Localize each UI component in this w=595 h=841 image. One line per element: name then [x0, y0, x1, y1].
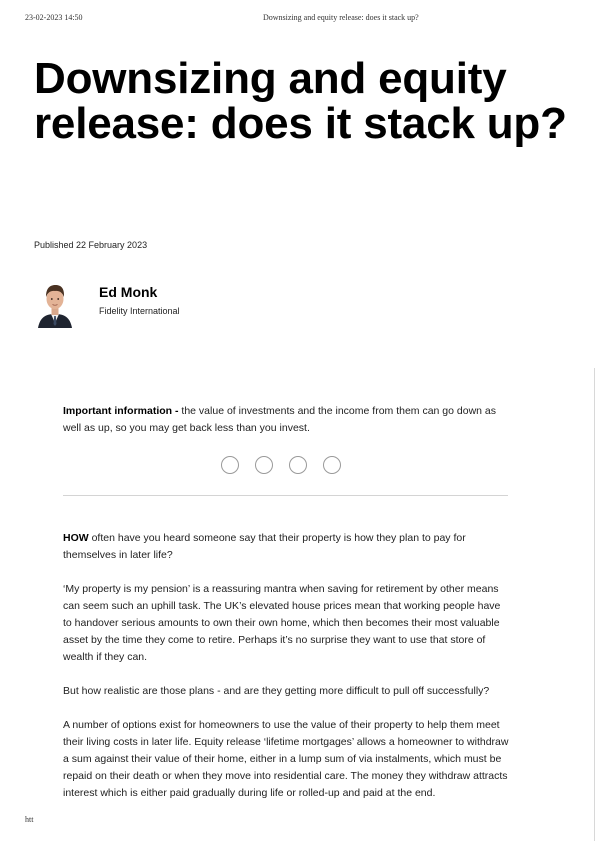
- published-date: Published 22 February 2023: [34, 240, 148, 250]
- body-paragraph-2: ‘My property is my pension’ is a reassuring mantra when saving for retirement by other means can seem such an uphill task. The UK’s elevated house prices mean that working people have to handover serious amounts to own their own home, which then becomes their most valuable asset by the time they come to retire. Perhaps it’s no surprise they want to use that store of wealth if they can.: [63, 583, 501, 663]
- body-lead-word: HOW: [63, 532, 89, 544]
- print-datetime: 23-02-2023 14:50: [25, 13, 83, 22]
- author-avatar: [36, 282, 74, 328]
- article-title: Downsizing and equity release: does it stack up?: [34, 54, 567, 148]
- author-name[interactable]: Ed Monk: [99, 284, 158, 300]
- author-organisation: Fidelity International: [99, 306, 180, 316]
- print-header: [25, 13, 570, 25]
- important-information-text: the value of investments and the income from them can go down as well as up, so you may get back less than you invest.: [63, 405, 497, 434]
- share-button-2[interactable]: [255, 456, 273, 474]
- article-body: [63, 530, 511, 819]
- important-information-label: Important information -: [63, 405, 179, 417]
- section-divider: [63, 495, 508, 496]
- share-buttons: [221, 456, 341, 476]
- print-footer-url: htt: [25, 815, 34, 824]
- body-paragraph-1: [63, 530, 511, 564]
- important-information: [63, 403, 513, 437]
- share-button-1[interactable]: [221, 456, 239, 474]
- share-button-3[interactable]: [289, 456, 307, 474]
- print-doc-title: Downsizing and equity release: does it stack up?: [263, 13, 419, 22]
- share-button-4[interactable]: [323, 456, 341, 474]
- body-paragraph-4: A number of options exist for homeowners to use the value of their property to help them meet their living costs in later life. Equity release ‘lifetime mortgages’ allows a homeowner to withdraw a sum against their value of their home, either in a lump sum of via instalments, which must be repaid on their death or when they move into residential care. The money they withdraw attracts interest which is either paid gradually during life or rolled-up and paid at the end.: [63, 719, 509, 799]
- body-paragraph-3: But how realistic are those plans - and are they getting more difficult to pull off successfully?: [63, 685, 490, 697]
- body-paragraph-1-text: often have you heard someone say that their property is how they plan to pay for themselves in later life?: [63, 532, 466, 561]
